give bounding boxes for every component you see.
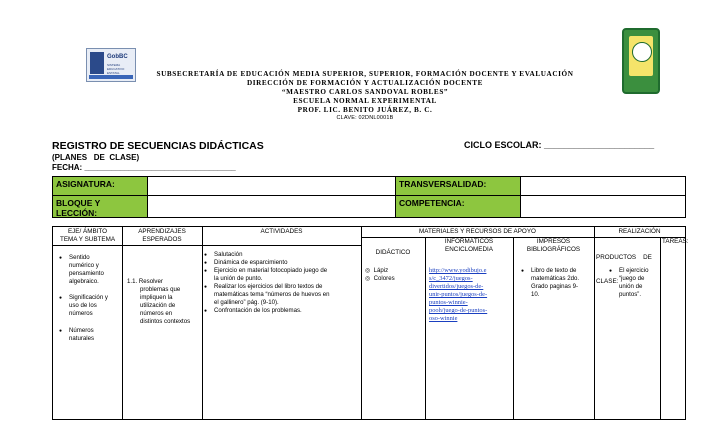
impresos-list (521, 267, 593, 299)
col-divider (660, 237, 661, 419)
actividad-text: ● Salutación (214, 251, 243, 258)
aprendizaje-line: 1.1. Resolver (127, 278, 163, 285)
eje-text: uso de los (69, 302, 97, 309)
impresos-content (521, 267, 593, 299)
didactico-text: Lápiz (373, 267, 389, 274)
eje-text: ● Sentido (69, 254, 90, 261)
productos-content (609, 267, 659, 299)
actividad-text: ● Realizar los ejercicios del libro textos de (214, 283, 323, 290)
header-productos-line-2: CLASE: (596, 278, 619, 285)
bloque-label (52, 195, 148, 218)
header-aprendizajes-line-1: APRENDIZAJES (138, 228, 186, 235)
header-impresos-line-2: BIBLIOGRÁFICOS (526, 246, 581, 253)
bloque-label-line-2: LECCIÓN: (56, 208, 98, 218)
circle-bullet-icon: ◎ (365, 276, 371, 282)
aprendizajes-content (127, 278, 201, 326)
ciclo-escolar-field: CICLO ESCOLAR: ______________________ (464, 140, 655, 150)
actividad-text: ● Ejercicio en material fotocopiado juego de (214, 267, 328, 274)
header-informaticos-line-2: ENCICLOMEDIA (445, 246, 493, 253)
logo-subtext: SISTEMA EDUCATIVO ESTATAL (107, 63, 125, 75)
impreso-text: ● Libro de texto de (531, 267, 577, 274)
link-line[interactable]: unir-puntos/juegos-de- (429, 291, 488, 298)
aprendizaje-line: impliquen la (140, 294, 173, 301)
link-line[interactable]: puntos-winnie- (429, 299, 468, 306)
impreso-text: matemáticas 2do. (531, 275, 580, 282)
list-item (59, 294, 121, 318)
producto-text: puntos”. (619, 291, 642, 298)
col-divider (513, 237, 514, 419)
actividad-text: la unión de punto. (214, 275, 263, 282)
col-divider (425, 237, 426, 419)
list-item (204, 283, 360, 307)
transversalidad-label (395, 176, 521, 196)
col-divider (122, 227, 123, 419)
list-item (204, 307, 360, 315)
asignatura-label (52, 176, 148, 196)
eje-text: algebraico. (69, 278, 99, 285)
list-item (204, 267, 360, 283)
competencia-value[interactable] (520, 195, 686, 218)
didactico-item (365, 275, 425, 283)
header-aprendizajes-line-2: ESPERADOS (142, 236, 182, 243)
list-item (204, 251, 360, 259)
logo-bar (89, 75, 133, 79)
header-line-3: “MAESTRO CARLOS SANDOVAL ROBLES” (281, 88, 449, 96)
actividad-text: ● Confrontación de los problemas. (214, 307, 302, 314)
eje-text: naturales (69, 335, 95, 342)
header-aprendizajes (122, 228, 202, 244)
header-line-5: PROF. LIC. BENITO JUÁREZ, B. C. (297, 106, 433, 114)
list-item (204, 259, 360, 267)
bloque-label-line-1: BLOQUE Y (56, 198, 101, 208)
competencia-label (395, 195, 521, 218)
actividades-content (204, 251, 360, 315)
left-logo (86, 48, 136, 82)
didactico-item (365, 267, 425, 275)
transversalidad-label-text: TRANSVERSALIDAD: (399, 179, 487, 189)
list-item (59, 327, 121, 343)
aprendizaje-line: problemas que (140, 286, 181, 293)
col-divider (202, 227, 203, 419)
school-seal-icon (622, 28, 660, 94)
aprendizaje-line: distintos contextos (140, 318, 191, 325)
list-item (59, 254, 121, 286)
logo-text: GobBC (107, 54, 128, 60)
form-title: REGISTRO DE SECUENCIAS DIDÁCTICAS (52, 140, 264, 152)
asignatura-value[interactable] (147, 176, 396, 196)
eje-text: numérico y (69, 262, 99, 269)
fecha-field: FECHA: __________________________________ (52, 163, 236, 172)
header-didactico: DIDÁCTICO (375, 249, 411, 256)
header-eje-line-1: EJE/ ÁMBITO (67, 228, 108, 235)
row-divider (53, 245, 361, 246)
header-informaticos-line-1: INFORMÁTICOS (444, 238, 494, 245)
header-materiales: MATERIALES Y RECURSOS DE APOYO (419, 228, 536, 235)
link-line[interactable]: http://www.yodibujo.e (429, 267, 487, 274)
eje-text: ● Significación y (69, 294, 108, 301)
bloque-value[interactable] (147, 195, 396, 218)
header-line-1: SUBSECRETARÍA DE EDUCACIÓN MEDIA SUPERIOR, SUPERIOR, FORMACIÓN DOCENTE Y EVALUACIÓN (156, 70, 574, 78)
list-item (521, 267, 593, 299)
productos-list (609, 267, 659, 299)
secuencia-table (52, 226, 689, 420)
producto-text: “juego de (619, 275, 645, 282)
impreso-text: 10. (531, 291, 540, 298)
actividades-list (204, 251, 360, 315)
link-line[interactable]: oso-winnie (429, 315, 458, 322)
eje-text: números (69, 310, 93, 317)
asignatura-label-text: ASIGNATURA: (56, 179, 115, 189)
eje-text: pensamiento (69, 270, 104, 277)
didactico-content (365, 267, 425, 283)
header-impresos-line-1: IMPRESOS (536, 238, 571, 245)
aprendizaje-line: números en (140, 310, 173, 317)
didactico-text: Colores (373, 275, 395, 282)
list-item (609, 267, 659, 299)
link-line[interactable]: divertidos/juegos-de- (429, 283, 484, 290)
circle-bullet-icon: ◎ (365, 268, 371, 274)
eje-content (59, 254, 121, 343)
seal-ring (632, 42, 652, 62)
logo-emblem-icon (90, 52, 104, 74)
actividad-text: el gallinero” pág. (9-10). (214, 299, 279, 306)
actividad-text: ● Dinámica de esparcimiento (214, 259, 288, 266)
header-eje (53, 228, 122, 244)
header-clave: CLAVE: 02DNL0001B (336, 115, 394, 121)
transversalidad-value[interactable] (520, 176, 686, 196)
header-realizacion: REALIZACIÓN (618, 228, 661, 235)
header-tareas: TAREAS: (662, 238, 689, 245)
header-line-4: ESCUELA NORMAL EXPERIMENTAL (293, 97, 437, 105)
aprendizaje-line: utilización de (140, 302, 176, 309)
producto-text: unión de (619, 283, 643, 290)
link-line[interactable]: s/c_3472/juegos- (429, 275, 473, 282)
header-informaticos (425, 238, 513, 254)
impreso-text: Grado paginas 9- (531, 283, 579, 290)
eje-list (59, 254, 121, 343)
header-actividades: ACTIVIDADES (260, 228, 303, 235)
header-impresos (513, 238, 594, 254)
col-divider (594, 227, 595, 419)
header-line-2: DIRECCIÓN DE FORMACIÓN Y ACTUALIZACIÓN DOCENTE (246, 79, 484, 87)
planes-de-clase: (PLANES DE CLASE) (52, 153, 140, 162)
actividad-text: matemáticas tema “números de huevos en (214, 291, 330, 298)
eje-text: ● Números (69, 327, 94, 334)
header-eje-line-2: TEMA Y SUBTEMA (59, 236, 116, 243)
producto-text: ● El ejercicio (619, 267, 649, 274)
enciclomedia-link[interactable] (429, 267, 513, 323)
link-line[interactable]: pooh/juego-de-puntos- (429, 307, 488, 314)
header-productos-line-1: PRODUCTOS DE (596, 254, 652, 261)
competencia-label-text: COMPETENCIA: (399, 198, 465, 208)
